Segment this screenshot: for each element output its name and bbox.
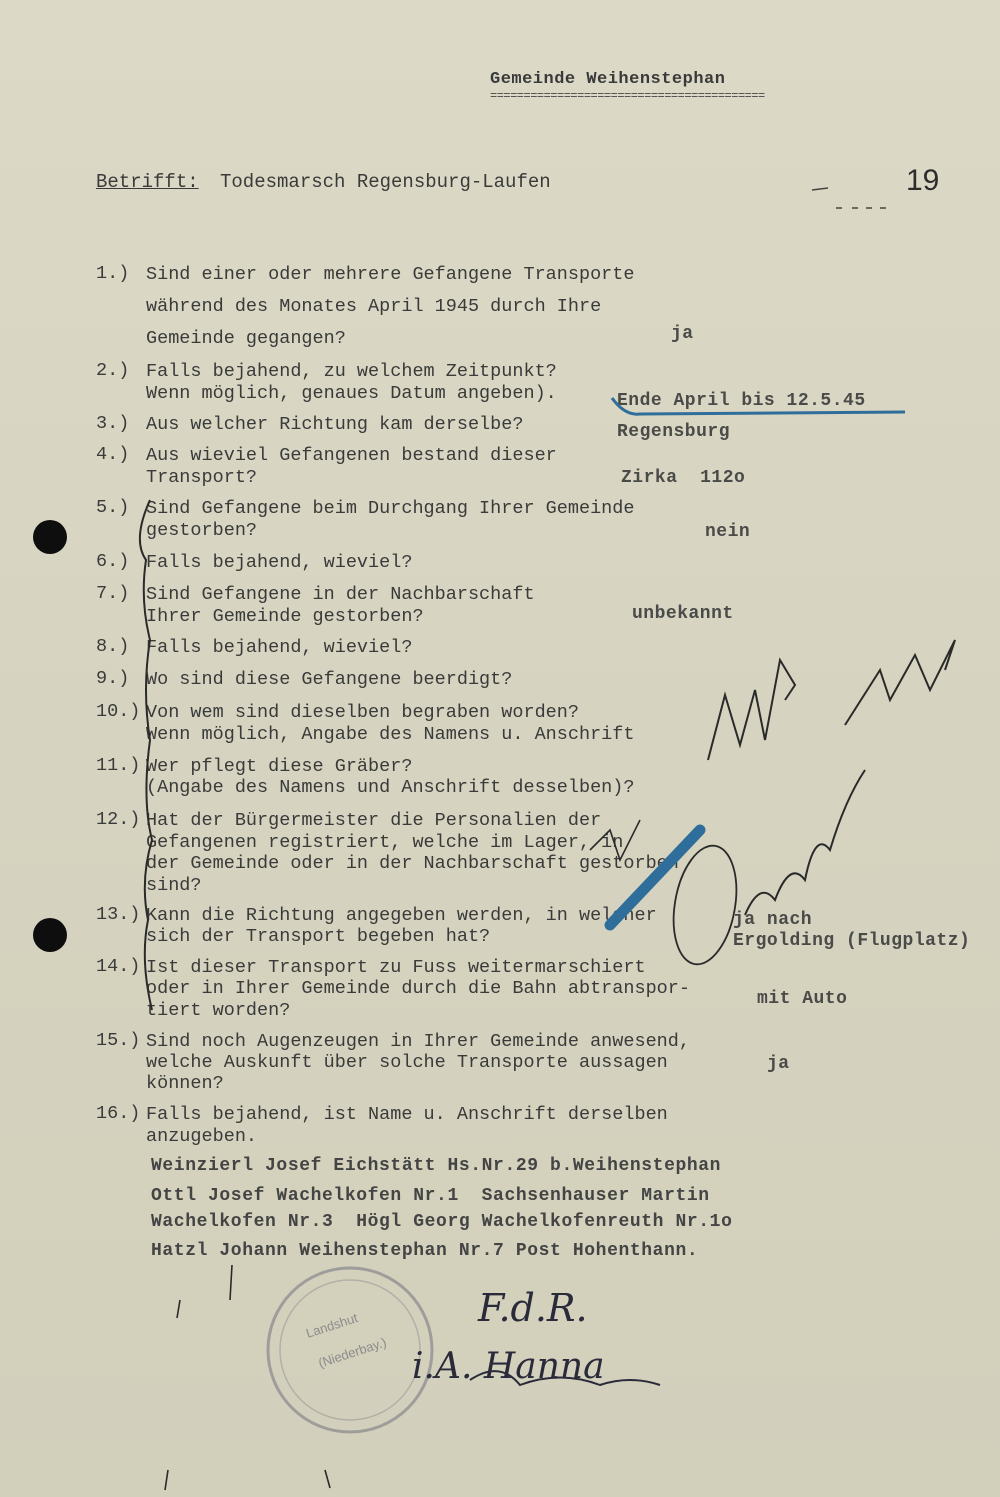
municipality-underline: ========================================= bbox=[490, 89, 765, 103]
question-text: Wer pflegt diese Gräber? bbox=[146, 756, 413, 777]
pen-ticks bbox=[165, 1265, 330, 1490]
question-text: Falls bejahend, wieviel? bbox=[146, 637, 413, 658]
question-number: 3.) bbox=[96, 413, 130, 434]
answer-text: Ende April bis 12.5.45 bbox=[617, 391, 866, 411]
question-text: sich der Transport begeben hat? bbox=[146, 926, 491, 947]
question-text: können? bbox=[146, 1073, 224, 1094]
question-number: 16.) bbox=[96, 1103, 141, 1124]
pencil-scribble bbox=[845, 640, 955, 725]
page-number: 19 bbox=[906, 164, 940, 197]
question-number: 14.) bbox=[96, 956, 141, 977]
question-text: welche Auskunft über solche Transporte aussagen bbox=[146, 1052, 668, 1073]
question-text: Kann die Richtung angegeben werden, in welcher bbox=[146, 905, 657, 926]
question-number: 10.) bbox=[96, 701, 141, 722]
answer-text: ja bbox=[671, 324, 694, 344]
question-number: 1.) bbox=[96, 263, 130, 284]
question-number: 4.) bbox=[96, 444, 130, 465]
question-text: Wo sind diese Gefangene beerdigt? bbox=[146, 669, 513, 690]
answer-text: Regensburg bbox=[617, 422, 731, 442]
question-number: 2.) bbox=[96, 360, 130, 381]
question-number: 12.) bbox=[96, 809, 141, 830]
question-text: (Angabe des Namens und Anschrift desselben)? bbox=[146, 777, 635, 798]
question-text: gestorben? bbox=[146, 520, 258, 541]
blue-pencil-underline bbox=[612, 398, 905, 414]
question-text: Aus welcher Richtung kam derselbe? bbox=[146, 414, 524, 435]
answer-text: Zirka 112o bbox=[621, 468, 746, 488]
question-number: 5.) bbox=[96, 497, 130, 518]
pencil-scribble bbox=[745, 770, 865, 915]
stamp-subtext: (Niederbay.) bbox=[316, 1334, 389, 1371]
question-text: Ihrer Gemeinde gestorben? bbox=[146, 606, 424, 627]
question-number: 15.) bbox=[96, 1030, 141, 1051]
witness-line: Ottl Josef Wachelkofen Nr.1 Sachsenhauser Martin bbox=[151, 1186, 710, 1206]
question-number: 6.) bbox=[96, 551, 130, 572]
question-number: 13.) bbox=[96, 904, 141, 925]
answer-text: ja nach Ergolding (Flugplatz) bbox=[733, 910, 971, 951]
question-number: 11.) bbox=[96, 755, 141, 776]
question-number: 9.) bbox=[96, 668, 130, 689]
question-text: Sind einer oder mehrere Gefangene Transporte bbox=[146, 264, 635, 285]
question-text: Sind Gefangene in der Nachbarschaft bbox=[146, 584, 535, 605]
question-text: Transport? bbox=[146, 467, 258, 488]
question-text: anzugeben. bbox=[146, 1126, 258, 1147]
question-text: Aus wieviel Gefangenen bestand dieser bbox=[146, 445, 557, 466]
question-text: tiert worden? bbox=[146, 1000, 291, 1021]
blue-pencil-slash bbox=[610, 830, 700, 925]
question-text: Sind Gefangene beim Durchgang Ihrer Gemeinde bbox=[146, 498, 635, 519]
answer-text: nein bbox=[705, 522, 751, 542]
pencil-scribble bbox=[590, 820, 640, 860]
question-text: oder in Ihrer Gemeinde durch die Bahn abtranspor- bbox=[146, 978, 690, 999]
question-number: 7.) bbox=[96, 583, 130, 604]
question-text: Sind noch Augenzeugen in Ihrer Gemeinde anwesend, bbox=[146, 1031, 690, 1052]
answer-text: ja bbox=[767, 1054, 790, 1074]
question-text: Gemeinde gegangen? bbox=[146, 328, 346, 349]
question-text: Wenn möglich, genaues Datum angeben). bbox=[146, 383, 557, 404]
question-text: Wenn möglich, Angabe des Namens u. Anschrift bbox=[146, 724, 635, 745]
signature: i.A. Hanna bbox=[412, 1346, 605, 1387]
answer-text: mit Auto bbox=[757, 989, 848, 1009]
question-text: Von wem sind dieselben begraben worden? bbox=[146, 702, 579, 723]
answer-text: unbekannt bbox=[632, 604, 734, 624]
question-text: während des Monates April 1945 durch Ihre bbox=[146, 296, 602, 317]
question-text: Ist dieser Transport zu Fuss weitermarschiert bbox=[146, 957, 646, 978]
municipality-name: Gemeinde Weihenstephan bbox=[490, 70, 726, 89]
stamp-text: Landshut bbox=[303, 1310, 360, 1341]
question-text: der Gemeinde oder in der Nachbarschaft gestorben bbox=[146, 853, 679, 874]
question-text: Hat der Bürgermeister die Personalien der bbox=[146, 810, 602, 831]
witness-line: Hatzl Johann Weihenstephan Nr.7 Post Hohenthann. bbox=[151, 1241, 699, 1261]
question-text: Gefangenen registriert, welche im Lager, in bbox=[146, 832, 624, 853]
question-text: Falls bejahend, zu welchem Zeitpunkt? bbox=[146, 361, 557, 382]
page-dashes bbox=[812, 188, 886, 208]
question-text: Falls bejahend, ist Name u. Anschrift derselben bbox=[146, 1104, 668, 1125]
subject-label: Betrifft: bbox=[96, 171, 199, 193]
question-text: Falls bejahend, wieviel? bbox=[146, 552, 413, 573]
question-text: sind? bbox=[146, 875, 202, 896]
pencil-scribble bbox=[708, 660, 795, 760]
witness-line: Wachelkofen Nr.3 Högl Georg Wachelkofenreuth Nr.1o bbox=[151, 1212, 733, 1232]
margin-bracket bbox=[140, 500, 152, 1010]
witness-line: Weinzierl Josef Eichstätt Hs.Nr.29 b.Weihenstephan bbox=[151, 1156, 722, 1176]
fdr-note: F.d.R. bbox=[478, 1286, 588, 1330]
subject-text: Todesmarsch Regensburg-Laufen bbox=[220, 171, 551, 193]
question-number: 8.) bbox=[96, 636, 130, 657]
